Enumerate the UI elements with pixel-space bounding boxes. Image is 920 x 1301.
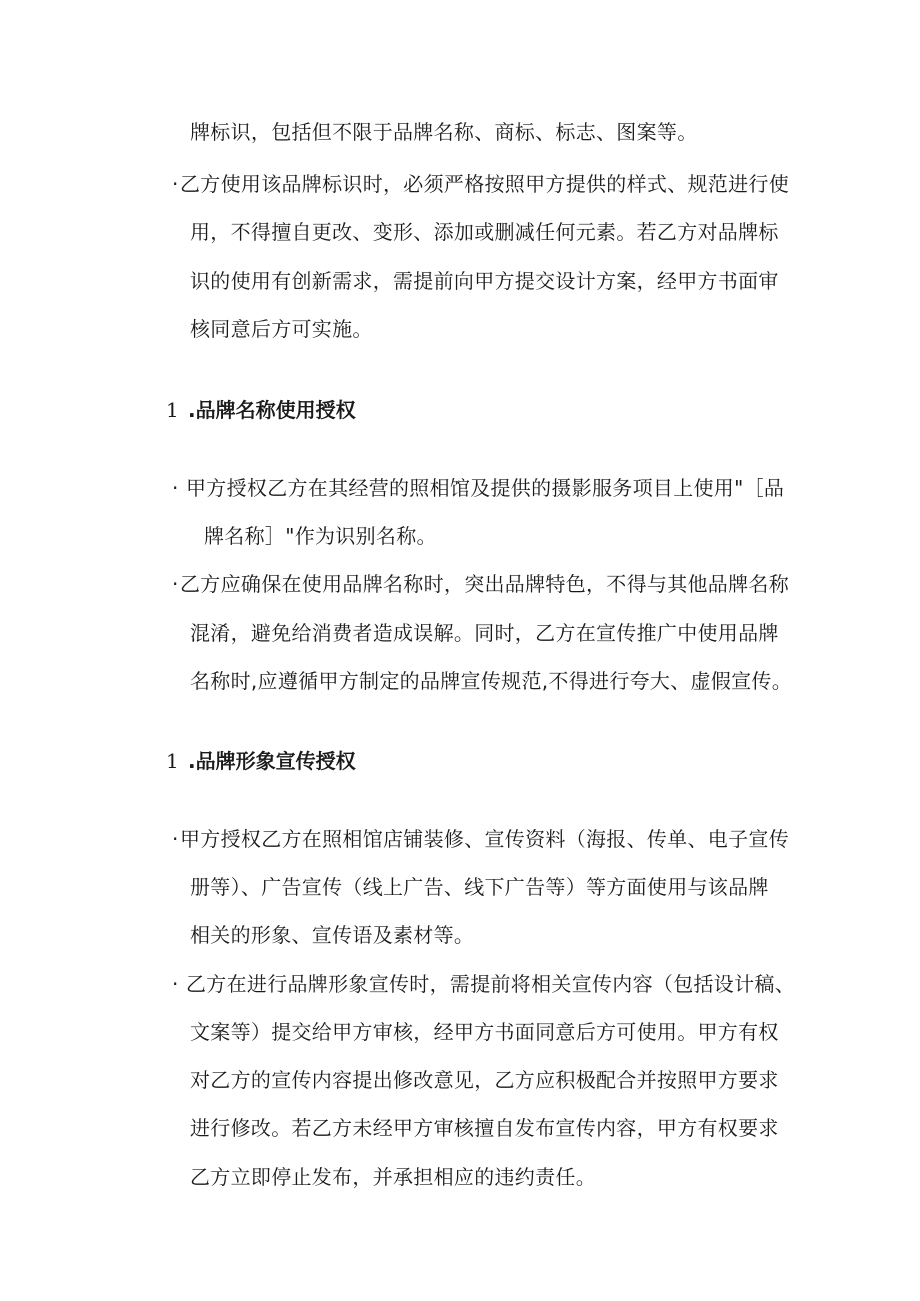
paragraph-line: 甲方授权乙方在照相馆店铺装修、宣传资料（海报、传单、电子宣传 xyxy=(180,827,789,851)
section-number: 1 xyxy=(166,749,179,773)
paragraph-line: 用，不得擅自更改、变形、添加或删减任何元素。若乙方对品牌标 xyxy=(190,220,779,244)
section-title: .品牌名称使用授权 xyxy=(188,398,356,422)
paragraph-line: 进行修改。若乙方未经甲方审核擅自发布宣传内容，甲方有权要求 xyxy=(190,1116,779,1140)
bullet: · xyxy=(172,572,179,596)
bullet: · xyxy=(172,972,179,996)
paragraph-line: 名称时,应遵循甲方制定的品牌宣传规范,不得进行夸大、虚假宣传。 xyxy=(190,669,793,693)
bullet: · xyxy=(172,476,179,500)
paragraph-line: 乙方在进行品牌形象宣传时，需提前将相关宣传内容（包括设计稿、 xyxy=(186,972,795,996)
paragraph-line: 文案等）提交给甲方审核，经甲方书面同意后方可使用。甲方有权 xyxy=(190,1020,779,1044)
paragraph-line: 对乙方的宣传内容提出修改意见，乙方应积极配合并按照甲方要求 xyxy=(190,1068,779,1092)
intro-line: 牌标识，包括但不限于品牌名称、商标、标志、图案等。 xyxy=(190,120,698,144)
paragraph-line: 识的使用有创新需求，需提前向甲方提交设计方案，经甲方书面审 xyxy=(190,269,779,293)
paragraph-line: 核同意后方可实施。 xyxy=(190,317,373,341)
paragraph-line: 甲方授权乙方在其经营的照相馆及提供的摄影服务项目上使用"［品 xyxy=(186,476,785,500)
bullet: · xyxy=(172,827,179,851)
bullet: · xyxy=(172,172,179,196)
section-number: 1 xyxy=(166,398,179,422)
paragraph-line: 相关的形象、宣传语及素材等。 xyxy=(190,923,475,947)
paragraph-line: 册等）、广告宣传（线上广告、线下广告等）等方面使用与该品牌 xyxy=(190,875,769,899)
paragraph-line: 乙方使用该品牌标识时，必须严格按照甲方提供的样式、规范进行使 xyxy=(180,172,789,196)
paragraph-line: 乙方立即停止发布，并承担相应的违约责任。 xyxy=(190,1165,596,1189)
paragraph-line: 混淆，避免给消费者造成误解。同时，乙方在宣传推广中使用品牌 xyxy=(190,621,779,645)
section-title: .品牌形象宣传授权 xyxy=(188,749,356,773)
paragraph-line: 牌名称］"作为识别名称。 xyxy=(204,524,437,548)
paragraph-line: 乙方应确保在使用品牌名称时，突出品牌特色，不得与其他品牌名称 xyxy=(180,572,789,596)
